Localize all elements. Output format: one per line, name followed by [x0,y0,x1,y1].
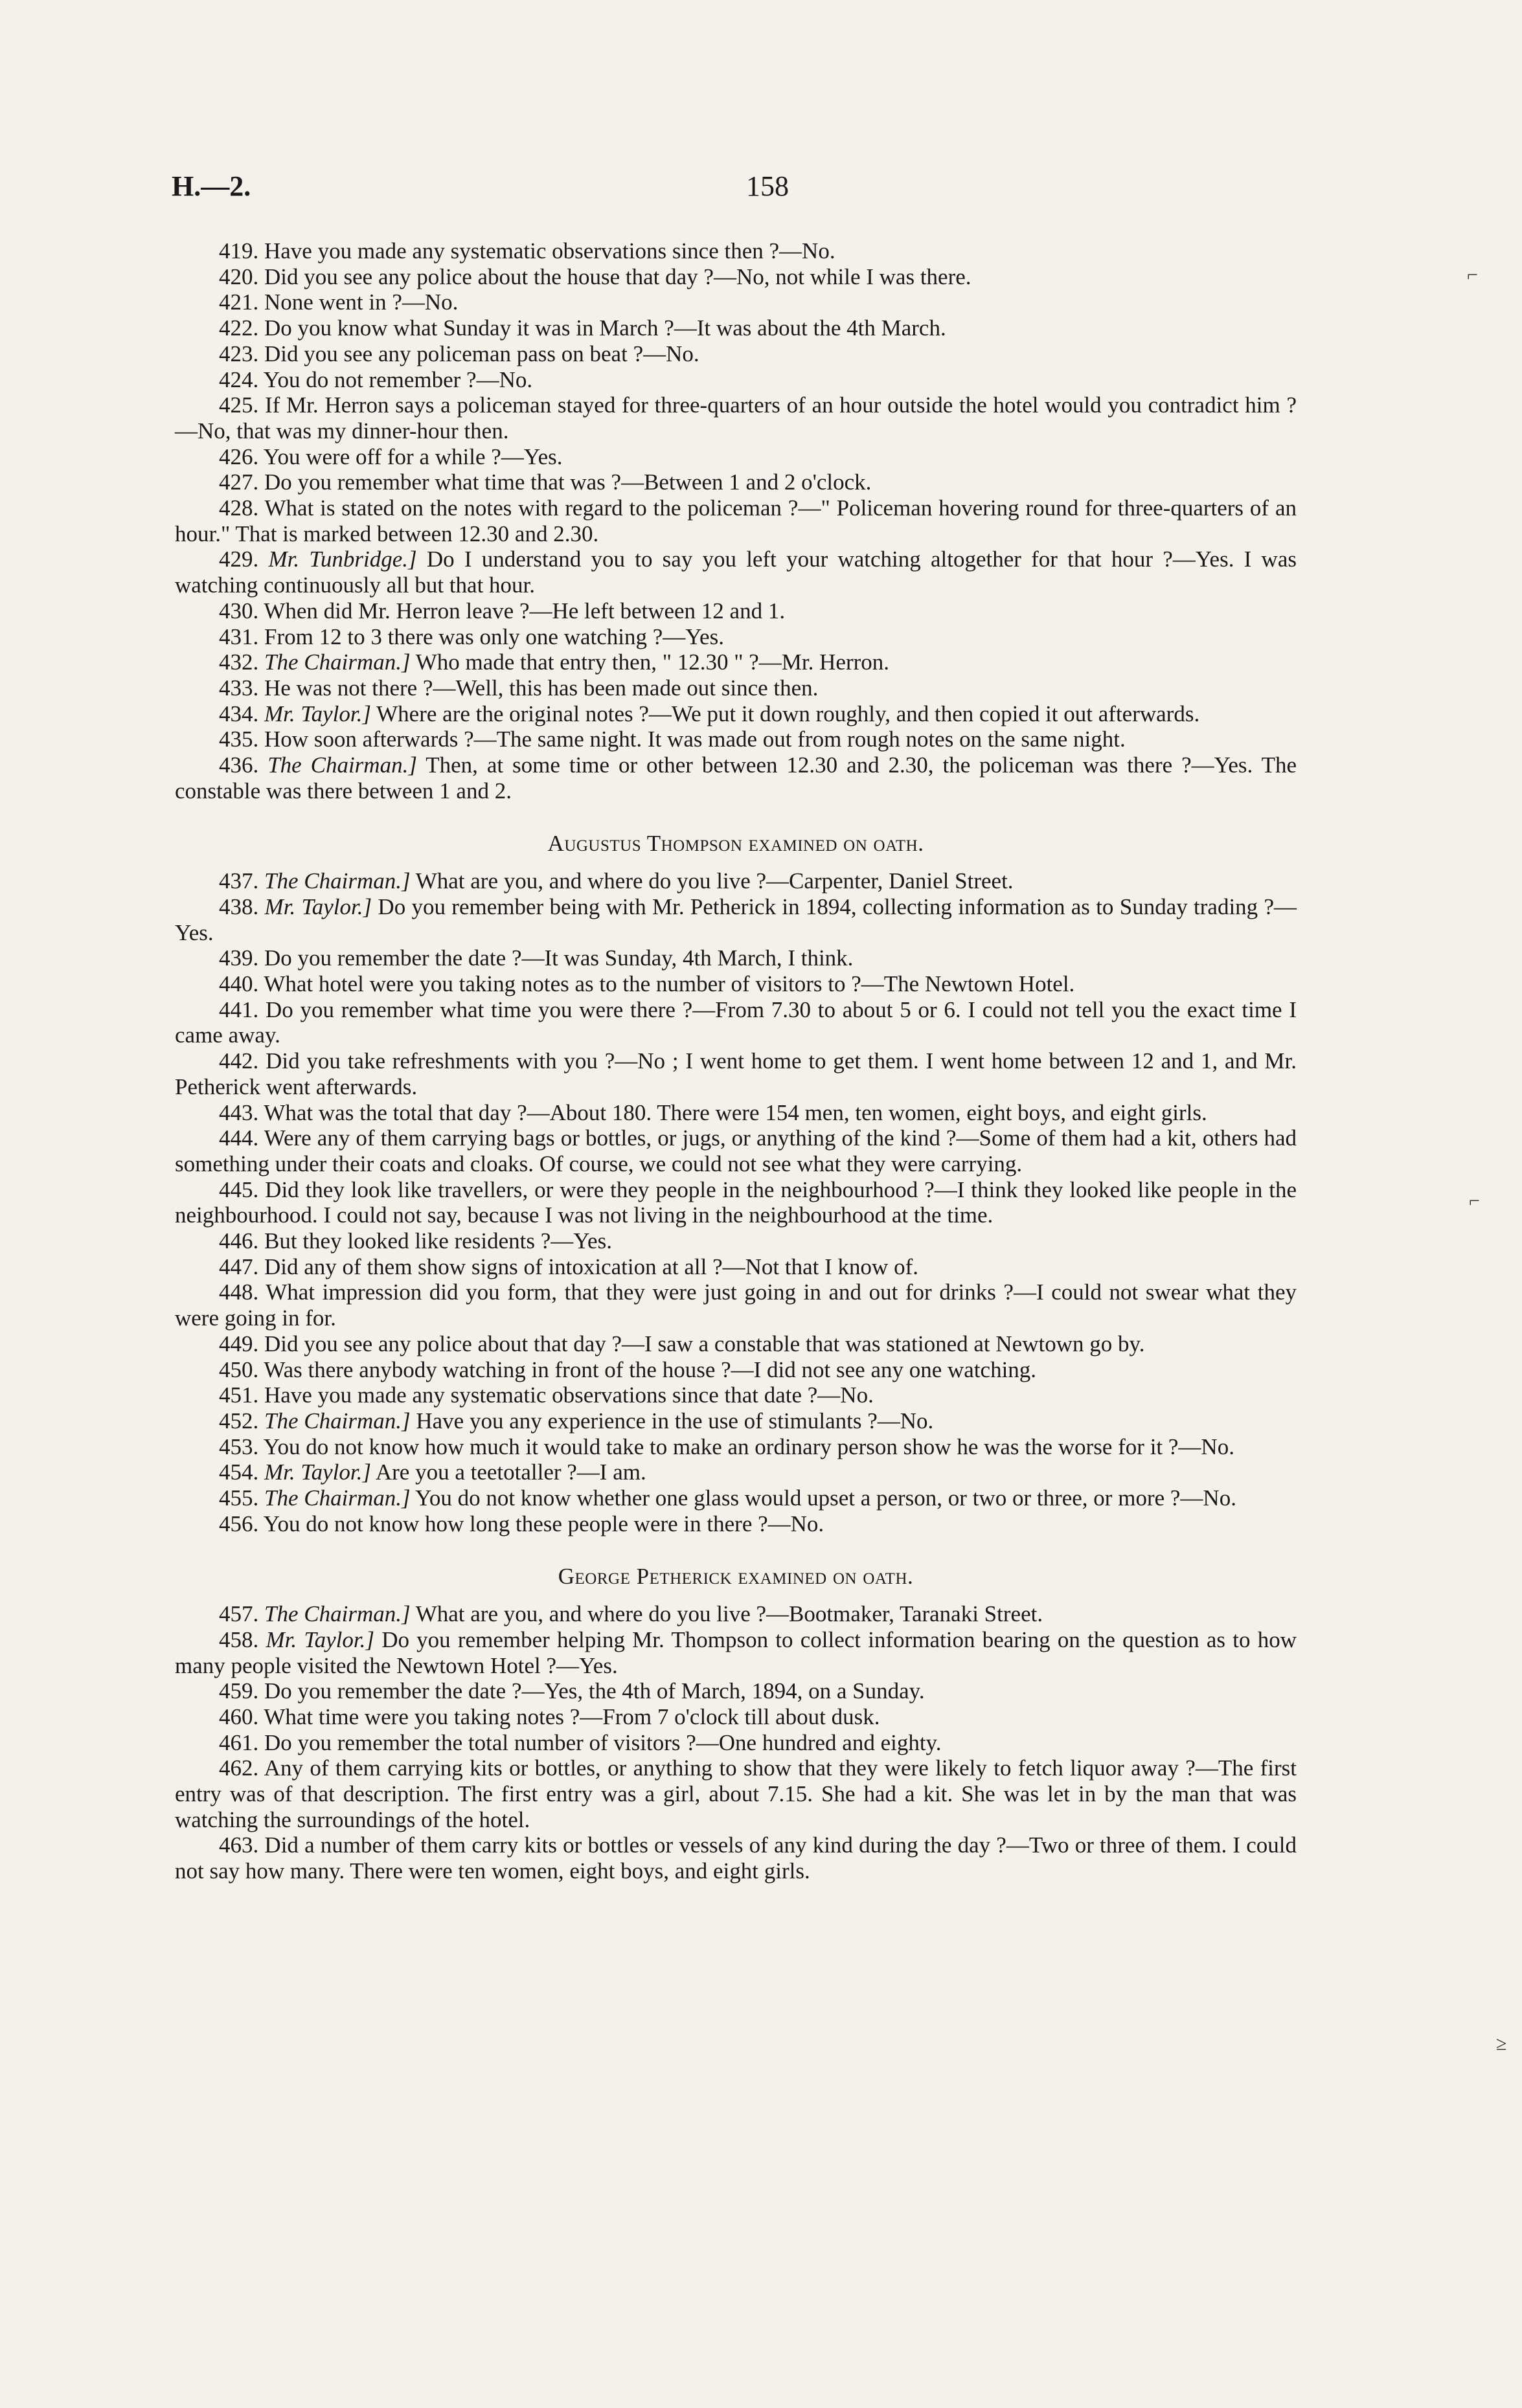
question-text: Do you remember helping Mr. Thompson to collect information bearing on the question as to how many people visited the Newtown Hotel ?—Yes. [175,1626,1297,1678]
question-text: You do not know whether one glass would upset a person, or two or three, or more ?—No. [410,1485,1236,1511]
testimony-paragraph: 456. You do not know how long these people were in there ?—No. [219,1511,824,1536]
question-text: Who made that entry then, " 12.30 " ?—Mr. Herron. [410,649,890,675]
testimony-paragraph: 442. Did you take refreshments with you ?—No ; I went home to get them. I went home between 12 and 1, and Mr. Petherick went afterwards. [175,1048,1297,1099]
question-text: Have you any experience in the use of stimulants ?—No. [410,1408,934,1434]
testimony-paragraph: 450. Was there anybody watching in front of the house ?—I did not see any one watching. [219,1356,1037,1382]
testimony-paragraph: 435. How soon afterwards ?—The same night. It was made out from rough notes on the same night. [219,726,1126,752]
question-number: 438. [219,894,259,919]
margin-mark: ⌐ [1467,264,1478,286]
testimony-paragraph: 426. You were off for a while ?—Yes. [219,444,563,469]
testimony-paragraph: 446. But they looked like residents ?—Yes. [219,1228,612,1254]
testimony-paragraph: 431. From 12 to 3 there was only one watching ?—Yes. [219,624,724,649]
testimony-paragraph [175,868,1297,894]
testimony-paragraph: 430. When did Mr. Herron leave ?—He left between 12 and 1. [219,598,786,624]
testimony-paragraph [175,1459,1297,1485]
question-number: 452. [219,1408,259,1434]
speaker-label: The Chairman.] [264,868,411,894]
testimony-paragraph: 461. Do you remember the total number of visitors ?—One hundred and eighty. [219,1729,942,1755]
testimony-paragraph: 462. Any of them carrying kits or bottles, or anything to show that they were likely to fetch liquor away ?—The first entry was of that description. The first entry was a girl, about 7.15. She had a kit. She was let in by the man that was watching the surroundings of the hotel. [175,1755,1297,1832]
testimony-paragraph: 449. Did you see any police about that day ?—I saw a constable that was stationed at Newtown go by. [219,1331,1145,1356]
question-number: 436. [219,752,259,778]
question-number: 457. [219,1601,259,1627]
testimony-paragraph [175,546,1297,598]
testimony-paragraph: 443. What was the total that day ?—About 180. There were 154 men, ten women, eight boys, and eight girls. [219,1099,1207,1125]
testimony-paragraph [175,752,1297,804]
question-number: 434. [219,701,259,726]
speaker-label: The Chairman.] [264,1601,411,1627]
testimony-paragraph: 424. You do not remember ?—No. [219,366,533,392]
question-text: What are you, and where do you live ?—Carpenter, Daniel Street. [410,868,1014,894]
testimony-paragraph [175,649,1297,675]
testimony-paragraph: 420. Did you see any police about the house that day ?—No, not while I was there. [219,264,971,289]
testimony-paragraph: 439. Do you remember the date ?—It was Sunday, 4th March, I think. [219,945,854,971]
testimony-paragraph [175,1485,1297,1511]
speaker-label: Mr. Taylor.] [264,894,372,919]
testimony-paragraph [175,1601,1297,1627]
testimony-body [175,238,1297,1900]
testimony-paragraph: 447. Did any of them show signs of intoxication at all ?—Not that I know of. [219,1254,918,1279]
question-text: Then, at some time or other between 12.30 and 2.30, the policeman was there ?—Yes. The constable was there between 1 and 2. [175,752,1297,804]
testimony-paragraph: 433. He was not there ?—Well, this has been made out since then. [219,675,819,701]
speaker-label: Mr. Taylor.] [264,1459,372,1485]
margin-mark: ⌐ [1469,1190,1480,1211]
page-header [172,170,1363,215]
page-number: 158 [746,170,789,202]
question-text: Do you remember being with Mr. Petherick in 1894, collecting information as to Sunday trading ?—Yes. [175,894,1297,945]
speaker-label: The Chairman.] [264,1485,411,1511]
question-number: 458. [219,1626,259,1652]
testimony-paragraph: 425. If Mr. Herron says a policeman stayed for three-quarters of an hour outside the hotel would you contradict him ?—No, that was my dinner-hour then. [175,392,1297,444]
testimony-paragraph: 460. What time were you taking notes ?—From 7 o'clock till about dusk. [219,1704,880,1729]
speaker-label: The Chairman.] [264,1408,411,1434]
testimony-paragraph: 441. Do you remember what time you were there ?—From 7.30 to about 5 or 6. I could not tell you the exact time I came away. [175,996,1297,1048]
testimony-paragraph: 428. What is stated on the notes with regard to the policeman ?—" Policeman hovering round for three-quarters of an hour." That is marked between 12.30 and 2.30. [175,495,1297,546]
testimony-paragraph [175,1627,1297,1678]
testimony-paragraph: 419. Have you made any systematic observations since then ?—No. [219,238,835,264]
section-heading: Augustus Thompson examined on oath. [547,831,924,857]
testimony-paragraph: 423. Did you see any policeman pass on beat ?—No. [219,341,699,366]
question-number: 432. [219,649,259,675]
testimony-paragraph: 427. Do you remember what time that was ?—Between 1 and 2 o'clock. [219,469,872,495]
testimony-paragraph: 421. None went in ?—No. [219,289,459,315]
testimony-paragraph [175,701,1297,727]
testimony-paragraph: 459. Do you remember the date ?—Yes, the 4th of March, 1894, on a Sunday. [219,1678,925,1704]
testimony-paragraph: 444. Were any of them carrying bags or bottles, or jugs, or anything of the kind ?—Some of them had a kit, others had something under their coats and cloaks. Of course, we could not see what they were carrying. [175,1125,1297,1176]
testimony-paragraph: 463. Did a number of them carry kits or bottles or vessels of any kind during the day ?—Two or three of them. I could not say how many. There were ten women, eight boys, and eight girls. [175,1832,1297,1884]
testimony-paragraph [175,1408,1297,1434]
testimony-paragraph: 422. Do you know what Sunday it was in March ?—It was about the 4th March. [219,315,946,341]
question-text: What are you, and where do you live ?—Bootmaker, Taranaki Street. [410,1601,1043,1627]
question-number: 455. [219,1485,259,1511]
testimony-paragraph: 453. You do not know how much it would take to make an ordinary person show he was the worse for it ?—No. [219,1434,1234,1459]
testimony-paragraph: 451. Have you made any systematic observations since that date ?—No. [219,1382,874,1408]
question-number: 429. [219,546,259,572]
speaker-label: Mr. Taylor.] [264,701,372,726]
question-text: Do I understand you to say you left your watching altogether for that hour ?—Yes. I was watching continuously all but that hour. [175,546,1297,598]
question-number: 454. [219,1459,259,1485]
speaker-label: Mr. Taylor.] [266,1626,374,1652]
testimony-paragraph [175,894,1297,945]
section-heading: George Petherick examined on oath. [558,1564,914,1590]
question-number: 437. [219,868,259,894]
speaker-label: The Chairman.] [267,752,417,778]
testimony-paragraph: 440. What hotel were you taking notes as to the number of visitors to ?—The Newtown Hotel. [219,971,1075,996]
speaker-label: The Chairman.] [264,649,411,675]
margin-mark: ≥ [1496,2033,1507,2054]
question-text: Where are the original notes ?—We put it down roughly, and then copied it out afterwards. [371,701,1200,726]
series-label: H.—2. [172,170,251,202]
question-text: Are you a teetotaller ?—I am. [371,1459,646,1485]
testimony-paragraph: 445. Did they look like travellers, or were they people in the neighbourhood ?—I think they looked like people in the neighbourhood. I could not say, because I was not living in the neighbourhood at the time. [175,1176,1297,1228]
speaker-label: Mr. Tunbridge.] [268,546,417,572]
testimony-paragraph: 448. What impression did you form, that they were just going in and out for drinks ?—I could not swear what they were going in for. [175,1279,1297,1331]
